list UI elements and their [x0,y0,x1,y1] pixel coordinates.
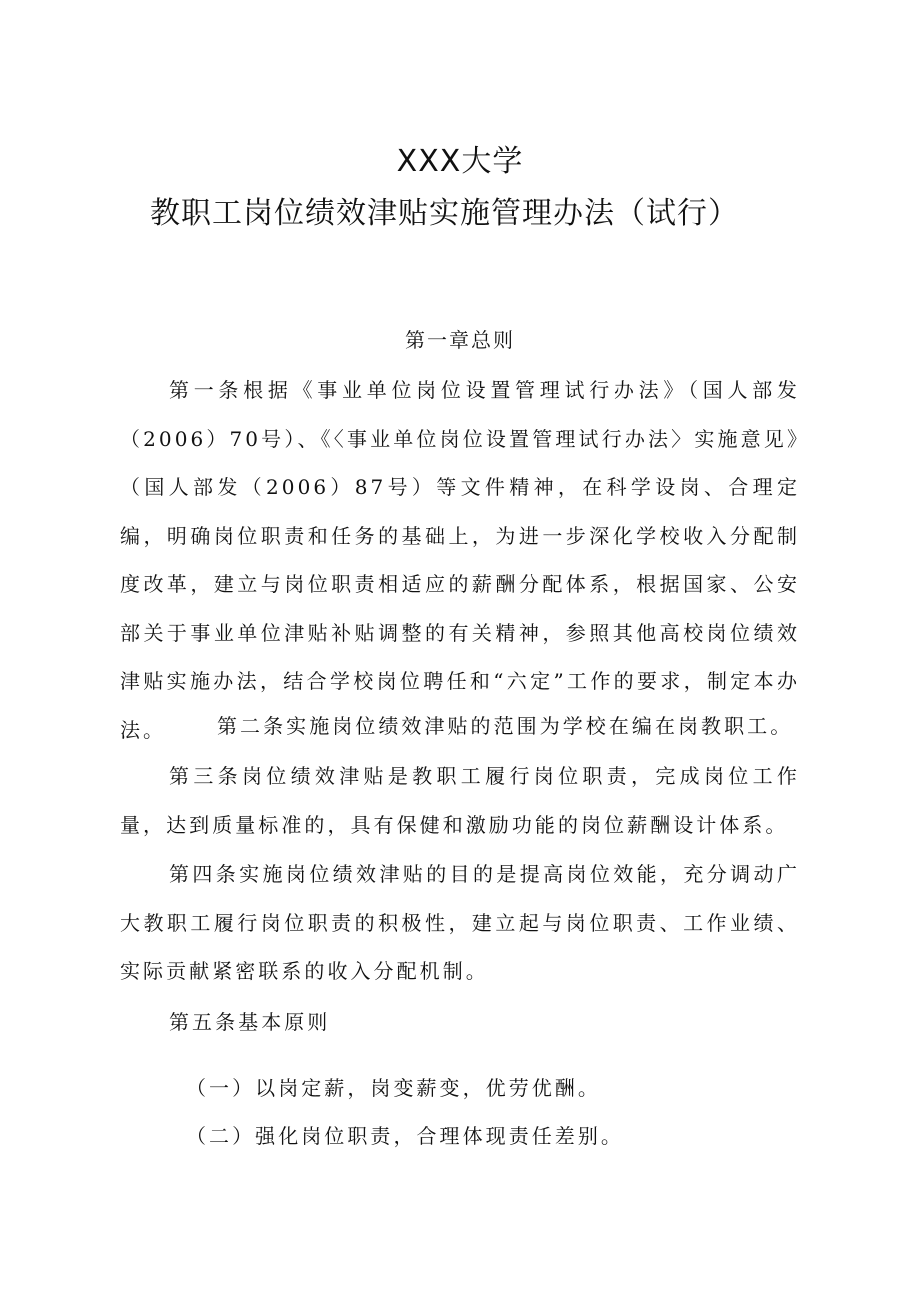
principle-item-2: （二）强化岗位职责，合理体现责任差别。 [186,1124,624,1148]
university-name: XXX大学 [396,144,524,179]
article-2: 第二条实施岗位绩效津贴的范围为学校在编在岗教职工。 [217,714,794,738]
article-4: 第四条实施岗位绩效津贴的目的是提高岗位效能，充分调动广大教职工履行岗位职责的积极性，建立起与岗位职责、工作业绩、实际贡献紧密联系的收入分配机制。 [120,862,800,983]
article-1: 第一条根据《事业单位岗位设置管理试行办法》（国人部发（2006）70号）、《〈事业单位岗位设置管理试行办法〉实施意见》（国人部发（2006）87号）等文件精神，在科学设岗、合理定编，明确岗位职责和任务的基础上，为进一步深化学校收入分配制度改革，建立与岗位职责相适应的薪酬分配体系，根据国家、公安部关于事业单位津贴补贴调整的有关精神，参照其他高校岗位绩效津贴实施办法，结合学校岗位聘任和“六定”工作的要求，制定本办法。 [120,378,800,742]
principle-item-1: （一）以岗定薪，岗变薪变，优劳优酬。 [186,1076,601,1100]
article-3: 第三条岗位绩效津贴是教职工履行岗位职责，完成岗位工作量，达到质量标准的，具有保健和激励功能的岗位薪酬设计体系。 [120,764,800,837]
document-title: 教职工岗位绩效津贴实施管理办法（试行） [150,196,739,231]
chapter-heading: 第一章总则 [405,328,515,352]
article-5-heading: 第五条基本原则 [169,1010,331,1034]
